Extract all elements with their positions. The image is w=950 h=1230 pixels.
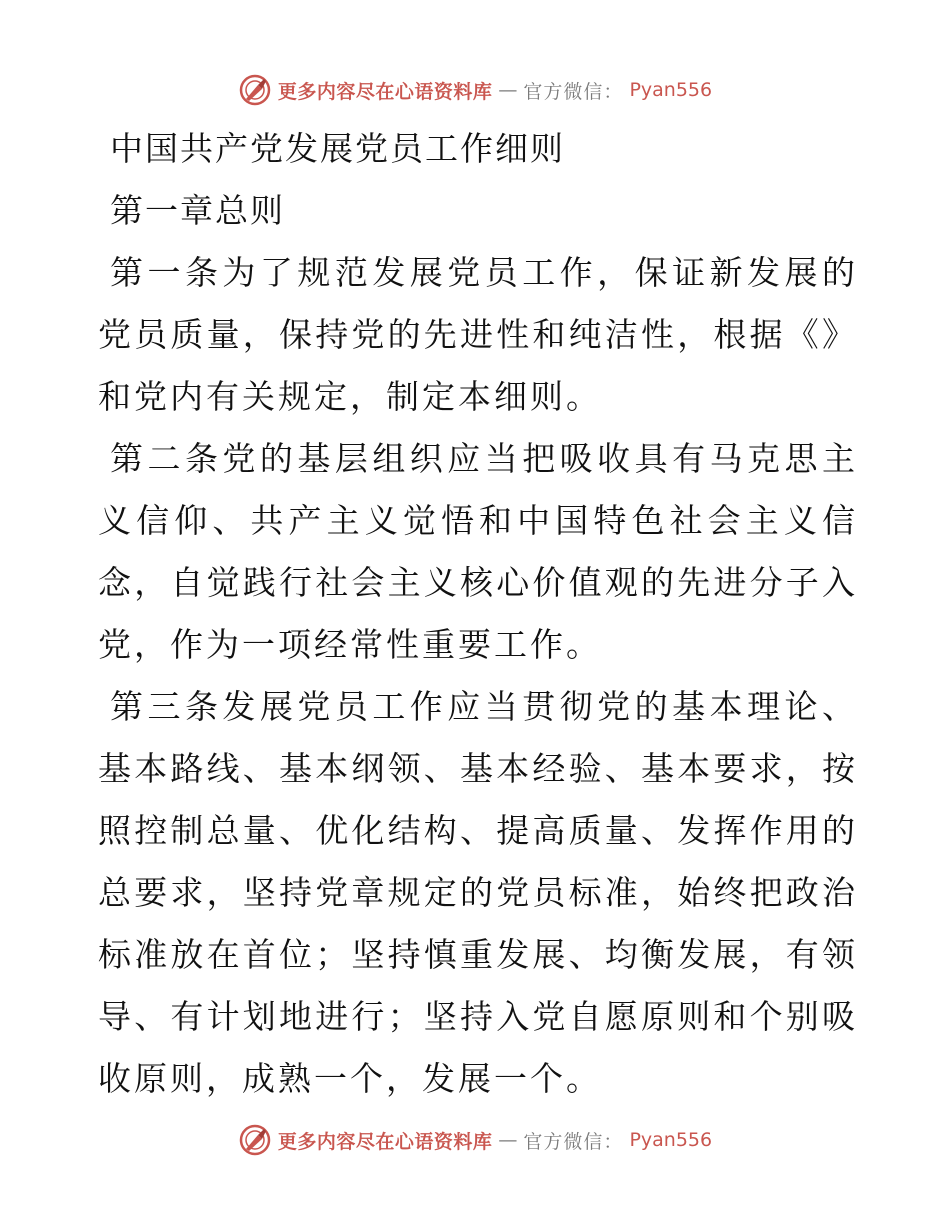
pen-nib-circle-icon [238, 73, 272, 107]
watermark-id-text: Pyan556 [629, 79, 713, 101]
watermark-dash: — [498, 1129, 518, 1151]
chapter-heading: 第一章总则 [110, 191, 285, 230]
article-paragraph-3: 第三条发展党员工作应当贯彻党的基本理论、基本路线、基本纲领、基本经验、基本要求，按照控制总量、优化结构、提高质量、发挥作用的总要求，坚持党章规定的党员标准，始终把政治标准放在首位；坚持慎重发展、均衡发展，有领导、有计划地进行；坚持入党自愿原则和个别吸收原则，成熟一个，发展一个。 [98, 687, 858, 1098]
pen-nib-circle-icon [238, 1123, 272, 1157]
article-paragraph-1: 第一条为了规范发展党员工作，保证新发展的党员质量，保持党的先进性和纯洁性，根据《》和党内有关规定，制定本细则。 [98, 253, 858, 416]
document-title: 中国共产党发展党员工作细则 [110, 129, 565, 168]
article-paragraph-2: 第二条党的基层组织应当把吸收具有马克思主义信仰、共产主义觉悟和中国特色社会主义信念，自觉践行社会主义核心价值观的先进分子入党，作为一项经常性重要工作。 [98, 439, 858, 664]
watermark-main-text: 更多内容尽在心语资料库 [277, 1130, 493, 1153]
document-body [98, 118, 858, 1110]
watermark-dash: — [498, 79, 518, 101]
watermark-sub-text: 官方微信： [523, 80, 624, 103]
header-watermark [0, 70, 950, 110]
watermark-sub-text: 官方微信： [523, 1130, 624, 1153]
watermark-id-text: Pyan556 [629, 1129, 713, 1151]
watermark-main-text: 更多内容尽在心语资料库 [277, 80, 493, 103]
footer-watermark [0, 1120, 950, 1160]
